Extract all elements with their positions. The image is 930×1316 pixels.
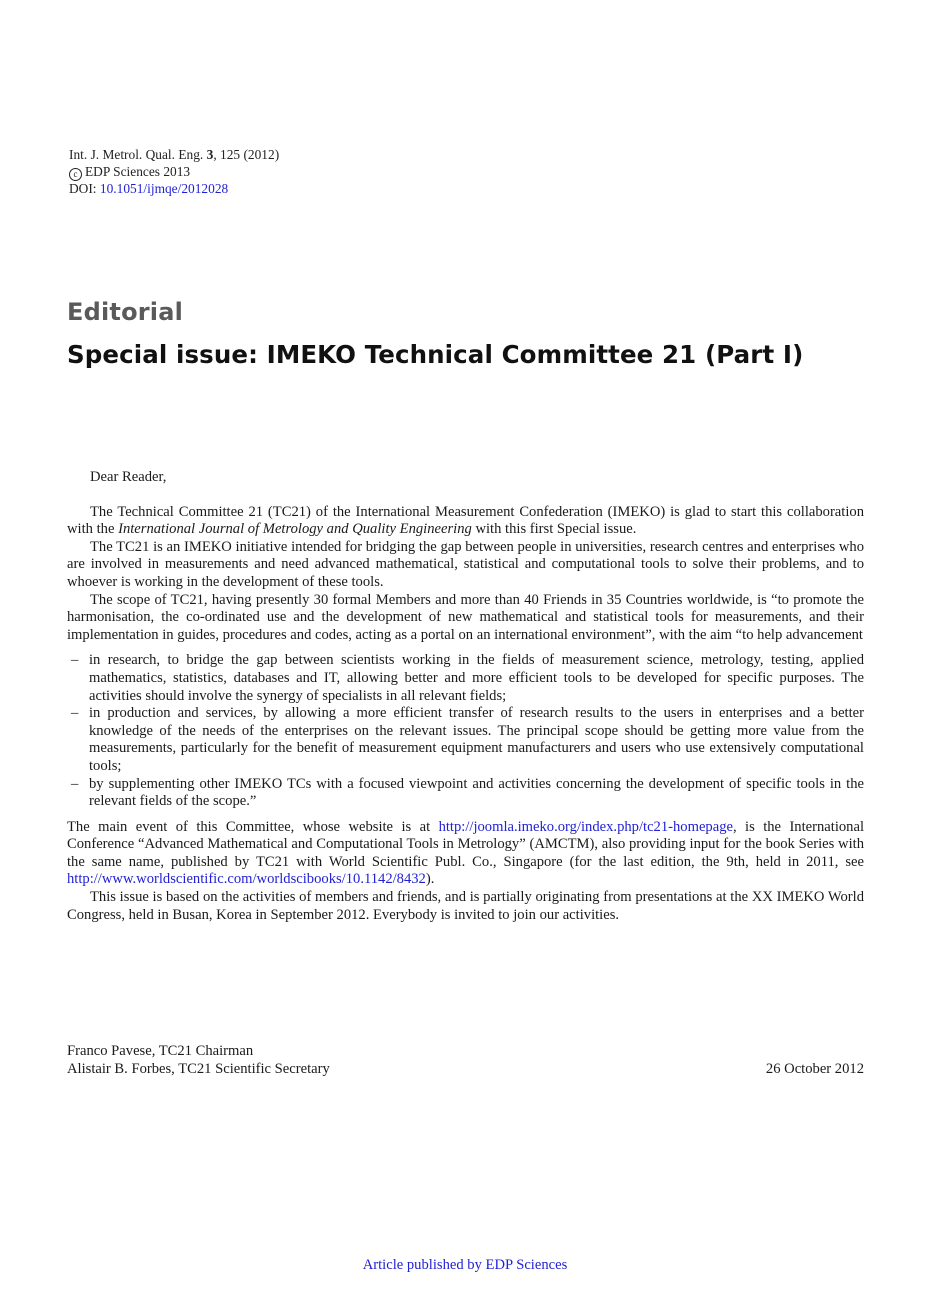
paragraph-main-event — [67, 819, 864, 889]
doi-label: DOI: — [69, 180, 97, 196]
aims-list — [67, 652, 864, 810]
copyright-line — [69, 164, 279, 181]
copyright-icon: c — [69, 168, 82, 181]
journal-name: Int. J. Metrol. Qual. Eng. — [69, 147, 204, 162]
tc21-homepage-link[interactable]: http://joomla.imeko.org/index.php/tc21-homepage — [438, 818, 733, 835]
doi-link[interactable]: 10.1051/ijmqe/2012028 — [99, 180, 229, 196]
paragraph-intro-text-a: The Technical Committee 21 (TC21) of the International Measurement Confederation (IMEKO) is glad to start this collaboration with the — [67, 503, 864, 538]
list-dash: – — [71, 775, 79, 792]
journal-title-italic: International Journal of Metrology and Quality Engineering — [118, 521, 472, 538]
signature-secretary: Alistair B. Forbes, TC21 Scientific Secretary — [67, 1061, 330, 1077]
list-item — [71, 705, 864, 775]
article-body — [67, 469, 864, 924]
list-dash: – — [71, 705, 79, 722]
paragraph-main-event-text-a: The main event of this Committee, whose website is at — [67, 818, 439, 835]
journal-volume: 3 — [206, 147, 214, 162]
paragraph-intro-text-b: with this first Special issue. — [471, 521, 637, 538]
signature-row — [67, 1060, 864, 1078]
signature-date: 26 October 2012 — [765, 1061, 864, 1077]
paragraph-intro — [67, 504, 864, 539]
paragraph-closing: This issue is based on the activities of members and friends, and is partially originating from presentations at the XX IMEKO World Congress, held in Busan, Korea in September 2012. Everybody is invited to join our activities. — [67, 889, 864, 923]
list-item-text: by supplementing other IMEKO TCs with a focused viewpoint and activities concerning the development of specific tools in the relevant fields of the scope.” — [89, 775, 864, 810]
signature-chairman: Franco Pavese, TC21 Chairman — [67, 1043, 254, 1059]
article-title: Special issue: IMEKO Technical Committee 21 (Part I) — [67, 340, 804, 369]
doi-line — [69, 181, 279, 198]
paragraph-initiative: The TC21 is an IMEKO initiative intended for bridging the gap between people in universities, research centres and enterprises who are involved in measurements and need advanced mathematical, statistical and computational tools to solve their problems, and to whoever is working in the development of these tools. — [67, 538, 864, 590]
worldscientific-link[interactable]: http://www.worldscientific.com/worldscibooks/10.1142/8432 — [67, 871, 426, 888]
list-item — [71, 775, 864, 811]
publisher-footer — [0, 1257, 930, 1274]
copyright-text: EDP Sciences 2013 — [85, 163, 191, 179]
journal-pages-year: , 125 (2012) — [213, 147, 280, 162]
list-item — [71, 652, 864, 705]
list-item-text: in production and services, by allowing a more efficient transfer of research results to the users in enterprises and a better knowledge of the needs of the enterprises on the relevant issues. The principal scope should be getting more value from the measurements, particularly for the benefit of measurement equipment manufacturers and users who use extensively computational tools; — [89, 705, 864, 774]
paragraph-scope: The scope of TC21, having presently 30 formal Members and more than 40 Friends in 35 Countries worldwide, is “to promote the harmonisation, the co-ordinated use and the development of new mathematical and statistical tools for measurements, and their implementation in guides, procedures and codes, acting as a portal on an international environment”, with the aim “to help advancement — [67, 591, 864, 643]
signature-block — [67, 1042, 864, 1078]
list-dash: – — [71, 652, 79, 669]
paragraph-main-event-text-b: , is the International Conference “Advanced Mathematical and Computational Tools in Metrology” (AMCTM), also providing input for the book Series with the same name, published by TC21 with World Scientific Publ. Co., Singapore (for the last edition, the 9th, held in 2011, see — [67, 818, 865, 870]
list-item-text: in research, to bridge the gap between scientists working in the fields of measurement science, metrology, testing, applied mathematics, statistics, databases and IT, allowing better and more efficient tools to be developed for specific purposes. The activities should involve the synergy of specialists in all relevant fields; — [89, 652, 864, 704]
citation-header — [69, 147, 279, 197]
publisher-link[interactable]: Article published by EDP Sciences — [362, 1257, 568, 1273]
section-label: Editorial — [67, 298, 184, 326]
salutation: Dear Reader, — [90, 469, 167, 485]
journal-citation — [69, 147, 279, 164]
paragraph-main-event-text-c: ). — [425, 871, 435, 888]
